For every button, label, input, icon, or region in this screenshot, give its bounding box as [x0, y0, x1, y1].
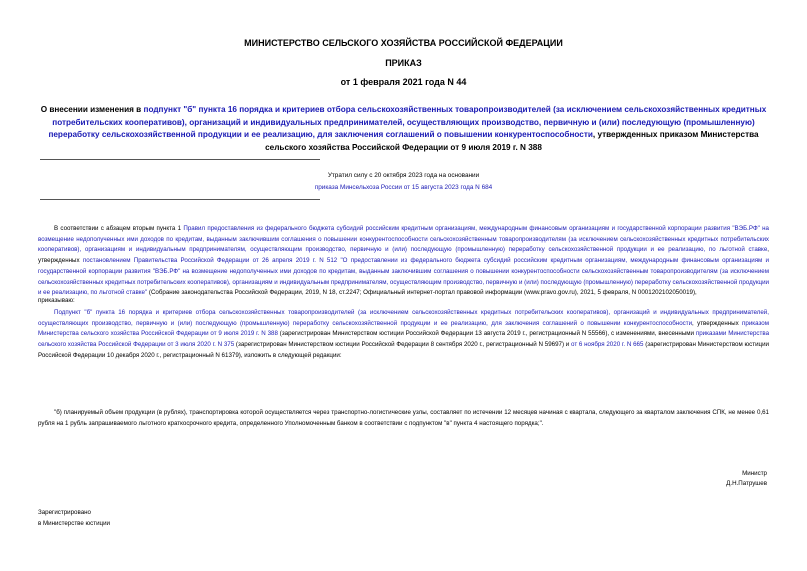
- body-link-order-665[interactable]: от 6 ноября 2020 г. N 665: [571, 341, 644, 349]
- body-link-subpoint[interactable]: Подпункт "б" пункта 16 порядка и критериев отбора сельскохозяйственных товаропроизводителей (за исключением сельскохозяйственных кредитных потребительских кооперативов), организаций и индивидуальных предпринимателей, осуществляющих производство, первичную и (или) последующую (промышленную) переработку сельскохозяйственной продукции и ее реализацию, для заключения соглашений о повышении конкурентоспособности: [38, 309, 769, 327]
- signature-name: Д.Н.Патрушев: [726, 480, 767, 487]
- title-text-1: О внесении изменения в: [40, 105, 144, 114]
- document-date-number: от 1 февраля 2021 года N 44: [340, 77, 467, 87]
- signature-position: Министр: [742, 470, 767, 477]
- body-text-4: (зарегистрирован Министерством юстиции Российской Федерации 10 декабря 2020 г., регистрационный N 61379), изложить в следующей редакции:: [38, 341, 769, 359]
- body-link-order-388[interactable]: приказом Министерства сельского хозяйства Российской Федерации от 9 июля 2019 г. N 388: [38, 319, 769, 338]
- preamble-link-rules[interactable]: Правил предоставления из федерального бюджета субсидий российским кредитным организациям, международным финансовым организациям и государственной корпорации развития "ВЭБ.РФ" на возмещение недополученных ими доходов по кредитам, выданным заключившим соглашения о повышении конкурентоспособности сельскохозяйственным товаропроизводителям (за исключением сельскохозяйственных кредитных потребительских кооперативов), организациям и индивидуальным предпринимателям, осуществляющим производство, первичную и (или) последующую (промышленную) переработку сельскохозяйственной продукции и ее реализацию, по льготной ставке: [38, 225, 769, 254]
- body-text-2: (зарегистрирован Министерством юстиции Российской Федерации 13 августа 2019 г., регистрационный N 55566), с изменениями, внесенными: [277, 330, 696, 338]
- title-text-2: , утвержденных приказом Министерства сельского хозяйства Российской Федерации от 9 июля 2019 г. N 388: [265, 130, 759, 152]
- document-title: [40, 104, 767, 154]
- lost-force-notice: Утратил силу с 20 октября 2023 года на основании: [327, 172, 480, 179]
- order-label: приказываю:: [38, 297, 75, 304]
- preamble-paragraph: [38, 224, 769, 299]
- divider-bottom: [40, 199, 320, 200]
- document-type: ПРИКАЗ: [385, 58, 422, 68]
- title-link-subpoint[interactable]: подпункт "б" пункта 16 порядка и критериев отбора сельскохозяйственных товаропроизводителей (за исключением сельскохозяйственных кредитных потребительских кооперативов), организаций и индивидуальных предпринимателей, осуществляющих производство, первичную и (или) последующую (промышленную) переработку сельскохозяйственной продукции и ее реализацию, для заключения соглашений о повышении конкурентоспособности: [48, 105, 767, 140]
- body-link-order-375[interactable]: приказами Министерства сельского хозяйства Российской Федерации от 3 июля 2020 г. N 375: [38, 330, 770, 349]
- preamble-text-2: , утвержденных: [38, 246, 769, 265]
- body-text-3: (зарегистрирован Министерством юстиции Российской Федерации 8 сентября 2020 г., регистрационный N 59697) и: [234, 341, 572, 349]
- lost-force-basis-link[interactable]: приказа Минсельхоза России от 15 августа 2023 года N 684: [314, 184, 493, 191]
- registration-line-2: в Министерстве юстиции: [38, 520, 111, 527]
- body-text-1: , утвержденных: [692, 319, 743, 327]
- divider-top: [40, 159, 320, 160]
- body-paragraph: [38, 308, 769, 362]
- preamble-link-resolution[interactable]: постановлением Правительства Российской Федерации от 26 апреля 2019 г. N 512 "О предоставлении из федерального бюджета субсидий российским кредитным организациям, международным финансовым организациям и государственной корпорации развития "ВЭБ.РФ" на возмещение недополученных ими доходов по кредитам, выданным заключившим соглашения о повышении конкурентоспособности сельскохозяйственным товаропроизводителям (за исключением сельскохозяйственных кредитных потребительских кооперативов), организациям и индивидуальным предпринимателям, осуществляющим производство, первичную и (или) последующую (промышленную) переработку сельскохозяйственной продукции и ее реализацию, по льготной ставке": [38, 257, 770, 297]
- quoted-new-text: "б) планируемый объем продукции (в рублях), транспортировка которой осуществляется через транспортно-логистические узлы, составляет по истечении 12 месяцев начиная с квартала, следующего за кварталом заключения СПК, не менее 0,61 рубля на 1 рубль запрашиваемого льготного краткосрочного кредита, определенного Уполномоченным банком в соответствии с подпунктом "в" пункта 4 настоящего порядка;".: [38, 409, 769, 427]
- registration-line-1: Зарегистрировано: [38, 509, 91, 516]
- preamble-text-3: (Собрание законодательства Российской Федерации, 2019, N 18, ст.2247; Официальный интернет-портал правовой информации (www.pravo.gov.ru), 2021, 5 февраля, N 0001202102050019),: [147, 289, 697, 297]
- preamble-text-1: В соответствии с абзацем вторым пункта 1: [54, 225, 184, 232]
- ministry-name: МИНИСТЕРСТВО СЕЛЬСКОГО ХОЗЯЙСТВА РОССИЙСКОЙ ФЕДЕРАЦИИ: [244, 38, 563, 48]
